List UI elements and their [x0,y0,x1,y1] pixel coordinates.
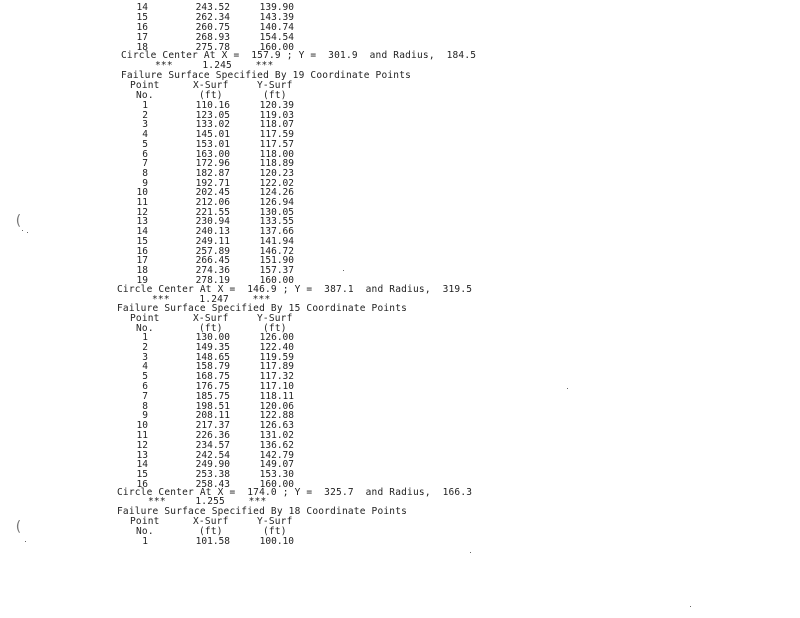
y-surf-value: 122.02 [259,177,294,189]
x-surf-value: 133.02 [195,119,230,131]
x-surf-value: 242.54 [195,449,230,461]
y-surf-value: 117.32 [259,371,294,383]
scan-speck [343,270,344,271]
y-surf-value: 118.07 [259,119,294,131]
y-surf-value: 160.00 [259,274,294,286]
x-surf-value: 208.11 [195,410,230,422]
y-surf-value: 157.37 [259,264,294,276]
point-number: 4 [142,361,148,373]
y-surf-value: 142.79 [259,449,294,461]
point-number: 17 [136,255,148,267]
x-surf-value: 240.13 [195,226,230,238]
y-surf-value: 117.10 [259,381,294,392]
scan-speck [25,541,26,542]
x-surf-value: 212.06 [195,197,230,208]
factor-of-safety: *** 1.255 *** [148,496,267,507]
y-surf-value: 117.89 [259,361,294,373]
y-surf-value: 139.90 [259,2,294,13]
col-header-point: Point [130,516,160,527]
x-surf-value: 258.43 [195,479,230,490]
point-number: 13 [136,449,148,461]
point-number: 10 [136,420,148,432]
y-surf-value: 126.00 [259,332,294,343]
y-surf-value: 100.10 [259,536,294,547]
binder-hole-mark: ( [14,213,23,229]
point-number: 9 [142,410,148,422]
point-number: 14 [136,459,148,471]
point-number: 3 [142,351,148,363]
y-surf-value: 153.30 [259,469,294,481]
x-surf-value: 260.75 [195,22,230,33]
y-surf-value: 120.06 [259,400,294,412]
point-number: 2 [142,109,148,121]
point-number: 5 [142,371,148,383]
x-surf-value: 110.16 [195,100,230,111]
scan-speck [27,232,28,233]
point-number: 14 [136,2,148,13]
point-number: 15 [136,469,148,481]
y-surf-value: 130.05 [259,206,294,218]
point-number: 4 [142,129,148,141]
point-number: 10 [136,187,148,199]
point-number: 6 [142,381,148,392]
binder-hole-mark: ( [14,519,23,535]
x-surf-value: 158.79 [195,361,230,373]
x-surf-value: 262.34 [195,12,230,23]
col-header-y-unit: (ft) [263,526,287,537]
col-header-y-unit: (ft) [263,90,287,101]
y-surf-value: 118.00 [259,148,294,160]
x-surf-value: 172.96 [195,158,230,170]
col-header-x-unit: (ft) [199,90,223,101]
y-surf-value: 131.02 [259,430,294,441]
col-header-x-unit: (ft) [199,526,223,537]
point-number: 16 [136,245,148,257]
point-number: 18 [136,42,148,53]
scan-speck [22,230,23,231]
x-surf-value: 168.75 [195,371,230,383]
circle-center-line: Circle Center At X = 174.0 ; Y = 325.7 and Radius, 166.3 [117,487,473,498]
x-surf-value: 274.36 [195,264,230,276]
y-surf-value: 151.90 [259,255,294,267]
y-surf-value: 137.66 [259,226,294,238]
point-number: 3 [142,119,148,131]
scan-speck [470,552,471,553]
col-header-y-surf: Y-Surf [257,80,293,91]
col-header-no: No. [136,526,154,537]
col-header-y-surf: Y-Surf [257,313,293,324]
factor-of-safety: *** 1.245 *** [155,60,274,71]
factor-of-safety: *** 1.247 *** [152,294,271,305]
x-surf-value: 257.89 [195,245,230,257]
x-surf-value: 249.11 [195,235,230,247]
y-surf-value: 160.00 [259,479,294,490]
y-surf-value: 119.03 [259,109,294,121]
x-surf-value: 278.19 [195,274,230,286]
x-surf-value: 268.93 [195,32,230,43]
col-header-y-surf: Y-Surf [257,516,293,527]
x-surf-value: 230.94 [195,216,230,228]
scan-speck [690,606,691,607]
col-header-x-surf: X-Surf [193,80,229,91]
circle-center-line: Circle Center At X = 146.9 ; Y = 387.1 and Radius, 319.5 [117,284,473,295]
y-surf-value: 154.54 [259,32,294,43]
point-number: 1 [142,100,148,111]
y-surf-value: 118.11 [259,390,294,402]
y-surf-value: 126.94 [259,197,294,208]
col-header-x-surf: X-Surf [193,313,229,324]
y-surf-value: 136.62 [259,439,294,451]
col-header-no: No. [136,90,154,101]
x-surf-value: 145.01 [195,129,230,141]
y-surf-value: 160.00 [259,42,294,53]
x-surf-value: 130.00 [195,332,230,343]
point-number: 15 [136,235,148,247]
point-number: 13 [136,216,148,228]
y-surf-value: 119.59 [259,351,294,363]
y-surf-value: 124.26 [259,187,294,199]
x-surf-value: 153.01 [195,138,230,150]
y-surf-value: 122.88 [259,410,294,422]
x-surf-value: 266.45 [195,255,230,267]
point-number: 19 [136,274,148,286]
y-surf-value: 120.23 [259,167,294,179]
y-surf-value: 146.72 [259,245,294,257]
x-surf-value: 243.52 [195,2,230,13]
x-surf-value: 221.55 [195,206,230,218]
point-number: 7 [142,158,148,170]
x-surf-value: 249.90 [195,459,230,471]
y-surf-value: 141.94 [259,235,294,247]
point-number: 12 [136,439,148,451]
x-surf-value: 149.35 [195,341,230,353]
x-surf-value: 275.78 [195,42,230,53]
y-surf-value: 143.39 [259,12,294,23]
point-number: 15 [136,12,148,23]
y-surf-value: 117.57 [259,138,294,150]
point-number: 11 [136,197,148,208]
point-number: 12 [136,206,148,218]
point-number: 1 [142,536,148,547]
col-header-point: Point [130,313,160,324]
x-surf-value: 217.37 [195,420,230,432]
point-number: 16 [136,22,148,33]
y-surf-value: 133.55 [259,216,294,228]
x-surf-value: 123.05 [195,109,230,121]
failure-surface-title: Failure Surface Specified By 18 Coordinate Points [117,506,408,517]
point-number: 16 [136,479,148,490]
x-surf-value: 163.00 [195,148,230,160]
point-number: 6 [142,148,148,160]
x-surf-value: 192.71 [195,177,230,189]
y-surf-value: 118.89 [259,158,294,170]
point-number: 7 [142,390,148,402]
y-surf-value: 117.59 [259,129,294,141]
col-header-no: No. [136,323,154,334]
col-header-y-unit: (ft) [263,323,287,334]
col-header-x-surf: X-Surf [193,516,229,527]
col-header-point: Point [130,80,160,91]
point-number: 9 [142,177,148,189]
failure-surface-title: Failure Surface Specified By 15 Coordinate Points [117,303,408,314]
x-surf-value: 101.58 [195,536,230,547]
point-number: 18 [136,264,148,276]
point-number: 8 [142,400,148,412]
x-surf-value: 182.87 [195,167,230,179]
y-surf-value: 120.39 [259,100,294,111]
point-number: 1 [142,332,148,343]
point-number: 5 [142,138,148,150]
y-surf-value: 149.07 [259,459,294,471]
y-surf-value: 122.40 [259,341,294,353]
x-surf-value: 234.57 [195,439,230,451]
y-surf-value: 126.63 [259,420,294,432]
scan-speck [567,388,568,389]
x-surf-value: 176.75 [195,381,230,392]
point-number: 17 [136,32,148,43]
point-number: 11 [136,430,148,441]
point-number: 2 [142,341,148,353]
x-surf-value: 202.45 [195,187,230,199]
x-surf-value: 185.75 [195,390,230,402]
col-header-x-unit: (ft) [199,323,223,334]
point-number: 14 [136,226,148,238]
point-number: 8 [142,167,148,179]
circle-center-line: Circle Center At X = 157.9 ; Y = 301.9 and Radius, 184.5 [121,50,477,61]
y-surf-value: 140.74 [259,22,294,33]
x-surf-value: 226.36 [195,430,230,441]
x-surf-value: 198.51 [195,400,230,412]
failure-surface-title: Failure Surface Specified By 19 Coordinate Points [121,70,412,81]
x-surf-value: 253.38 [195,469,230,481]
x-surf-value: 148.65 [195,351,230,363]
